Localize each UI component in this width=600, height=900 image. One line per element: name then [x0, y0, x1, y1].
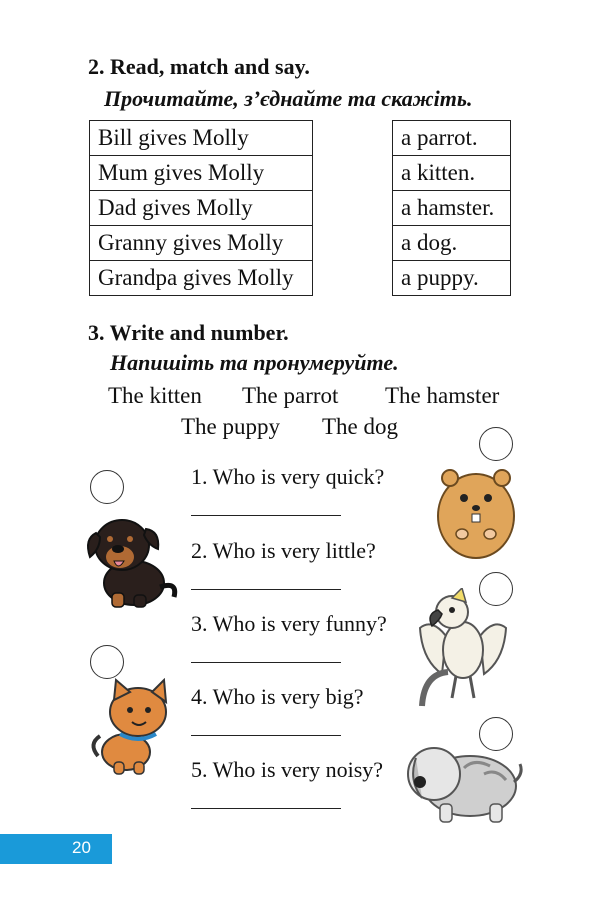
right-cell[interactable]: a parrot. — [393, 121, 511, 156]
answer-line-2[interactable] — [191, 589, 341, 590]
table-row — [393, 261, 511, 296]
table-row — [393, 191, 511, 226]
table-row — [90, 261, 313, 296]
question-2: 2. Who is very little? — [191, 538, 376, 563]
table-row — [90, 226, 313, 261]
word-bank-item: The dog — [322, 414, 399, 439]
word-bank-item: The hamster — [385, 383, 500, 408]
word-bank-item: The puppy — [181, 414, 281, 439]
answer-line-5[interactable] — [191, 808, 341, 809]
left-cell[interactable]: Grandpa gives Molly — [90, 261, 313, 296]
page-number: 20 — [72, 838, 91, 857]
question-1: 1. Who is very quick? — [191, 464, 385, 489]
parrot-icon — [412, 588, 514, 708]
number-circle-dog[interactable] — [90, 470, 124, 504]
page-number-bar — [0, 834, 112, 864]
exercise-2-title: 2. Read, match and say. — [88, 54, 310, 79]
exercise-3-subtitle: Напишіть та пронумеруйте. — [110, 350, 399, 375]
table-row — [393, 156, 511, 191]
dog-icon — [82, 505, 182, 610]
exercise-2-subtitle: Прочитайте, з’єднайте та скажіть. — [104, 86, 473, 111]
match-left-table — [89, 120, 313, 296]
puppy-icon — [404, 738, 524, 828]
right-cell[interactable]: a kitten. — [393, 156, 511, 191]
exercise-3-title: 3. Write and number. — [88, 320, 289, 345]
word-bank-item: The parrot — [242, 383, 339, 408]
table-row — [90, 121, 313, 156]
hamster-icon — [432, 462, 520, 562]
question-4: 4. Who is very big? — [191, 684, 364, 709]
answer-line-4[interactable] — [191, 735, 341, 736]
left-cell[interactable]: Dad gives Molly — [90, 191, 313, 226]
right-cell[interactable]: a hamster. — [393, 191, 511, 226]
number-circle-hamster[interactable] — [479, 427, 513, 461]
left-cell[interactable]: Bill gives Molly — [90, 121, 313, 156]
question-3: 3. Who is very funny? — [191, 611, 387, 636]
left-cell[interactable]: Granny gives Molly — [90, 226, 313, 261]
table-row — [90, 191, 313, 226]
question-5: 5. Who is very noisy? — [191, 757, 384, 782]
match-right-table — [392, 120, 511, 296]
right-cell[interactable]: a puppy. — [393, 261, 511, 296]
word-bank-item: The kitten — [108, 383, 202, 408]
number-circle-kitten[interactable] — [90, 645, 124, 679]
right-cell[interactable]: a dog. — [393, 226, 511, 261]
table-row — [393, 121, 511, 156]
table-row — [90, 156, 313, 191]
left-cell[interactable]: Mum gives Molly — [90, 156, 313, 191]
answer-line-3[interactable] — [191, 662, 341, 663]
answer-line-1[interactable] — [191, 515, 341, 516]
table-row — [393, 226, 511, 261]
kitten-icon — [86, 678, 181, 778]
